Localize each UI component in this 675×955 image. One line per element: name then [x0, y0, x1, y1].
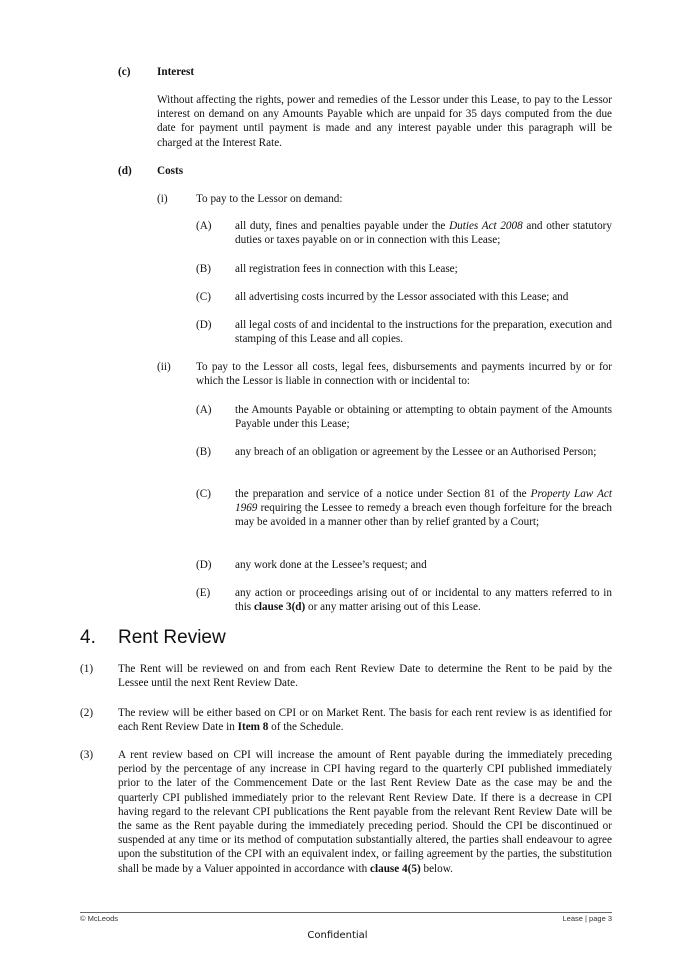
- item-ii-B-text: any breach of an obligation or agreement by the Lessee or an Authorised Person;: [235, 446, 597, 458]
- clause-3d-reference: clause 3(d): [253, 601, 306, 614]
- item-ii-C-text: the preparation and service of a notice under Section 81 of the Property Law Act 1969 requiring the Lessee to remedy a breach even though forfeiture for the breach may be avoided in a manner other than by relief granted by a Court;: [235, 488, 613, 529]
- clause-4-5-reference: clause 4(5): [370, 862, 421, 875]
- clause-heading-costs: Costs: [157, 165, 184, 177]
- item-ii-D-text: any work done at the Lessee’s request; and: [235, 559, 427, 571]
- footer-copyright: © McLeods: [80, 914, 119, 923]
- item-label-i-D: (D): [196, 319, 212, 331]
- item-i-C-text: all advertising costs incurred by the Lessor associated with this Lease; and: [235, 291, 569, 303]
- item-8-reference: Item 8: [237, 721, 269, 734]
- item-i-B-text: all registration fees in connection with this Lease;: [235, 263, 458, 275]
- clause-label-c: (c): [118, 66, 131, 78]
- item-label-i-C: (C): [196, 291, 211, 303]
- clause-heading-interest: Interest: [157, 66, 195, 78]
- footer-divider: [80, 912, 612, 913]
- paragraph-3-text: A rent review based on CPI will increase the amount of Rent payable during the immediately preceding period by the percentage of any increase in CPI having regard to the quarterly CPI published immediately prior to the later of the Commencement Date or the last Rent Review Date as the case may be and the quarterly CPI published immediately prior to the relevant Rent Review Date. If there is a decrease in CPI having regard to the relevant CPI publications the Rent payable from the relevant Rent Review Date will be the same as the Rent payable during the immediately preceding period. Should the CPI be discontinued or suspended at any time or its method of computation substantially altered, the parties shall endeavour to agree upon the substitution of the CPI with an equivalent index, or failing agreement by the parties, the substitution shall be made by a Valuer appointed in accordance with clause 4(5) below.: [118, 749, 612, 875]
- clause-label-d: (d): [118, 165, 132, 177]
- paragraph-label-1: (1): [80, 663, 94, 675]
- subclause-i-text: To pay to the Lessor on demand:: [196, 193, 343, 205]
- item-ii-E-text: any action or proceedings arising out of or incidental to any matters referred to in this clause 3(d) or any matter arising out of this Lease.: [235, 587, 612, 614]
- section-title: Rent Review: [118, 627, 226, 648]
- item-ii-A-text: the Amounts Payable or obtaining or attempting to obtain payment of the Amounts Payable under this Lease;: [235, 404, 612, 431]
- item-label-i-B: (B): [196, 263, 211, 275]
- item-label-ii-B: (B): [196, 446, 211, 458]
- item-label-i-A: (A): [196, 220, 212, 232]
- item-label-ii-E: (E): [196, 587, 211, 599]
- item-label-ii-C: (C): [196, 488, 211, 500]
- subclause-ii-text: To pay to the Lessor all costs, legal fees, disbursements and payments incurred by or for which the Lessor is liable in connection with or incidental to:: [196, 361, 612, 388]
- interest-paragraph: Without affecting the rights, power and remedies of the Lessor under this Lease, to pay to the Lessor interest on demand on any Amounts Payable which are unpaid for 35 days computed from the due date for payment until payment is made and any interest payable under this paragraph will be charged at the Interest Rate.: [157, 94, 612, 149]
- paragraph-2-text: The review will be either based on CPI or on Market Rent. The basis for each rent review is as identified for each Rent Review Date in Item 8 of the Schedule.: [118, 707, 612, 734]
- item-label-ii-D: (D): [196, 559, 212, 571]
- footer-page-number: Lease | page 3: [562, 914, 612, 923]
- item-i-A-text: all duty, fines and penalties payable under the Duties Act 2008 and other statutory duties or taxes payable on or in connection with this Lease;: [235, 220, 612, 247]
- subclause-label-ii: (ii): [157, 361, 171, 373]
- subclause-label-i: (i): [157, 193, 168, 205]
- property-law-act-citation: Property Law Act 1969: [235, 488, 613, 515]
- item-i-D-text: all legal costs of and incidental to the instructions for the preparation, execution and stamping of this Lease and all copies.: [235, 319, 612, 346]
- paragraph-1-text: The Rent will be reviewed on and from each Rent Review Date to determine the Rent to be paid by the Lessee until the next Rent Review Date.: [118, 663, 612, 690]
- section-number: 4.: [80, 627, 96, 648]
- item-label-ii-A: (A): [196, 404, 212, 416]
- paragraph-label-2: (2): [80, 707, 94, 719]
- confidential-label: Confidential: [307, 930, 368, 941]
- paragraph-label-3: (3): [80, 749, 94, 761]
- duties-act-citation: Duties Act 2008: [449, 220, 523, 232]
